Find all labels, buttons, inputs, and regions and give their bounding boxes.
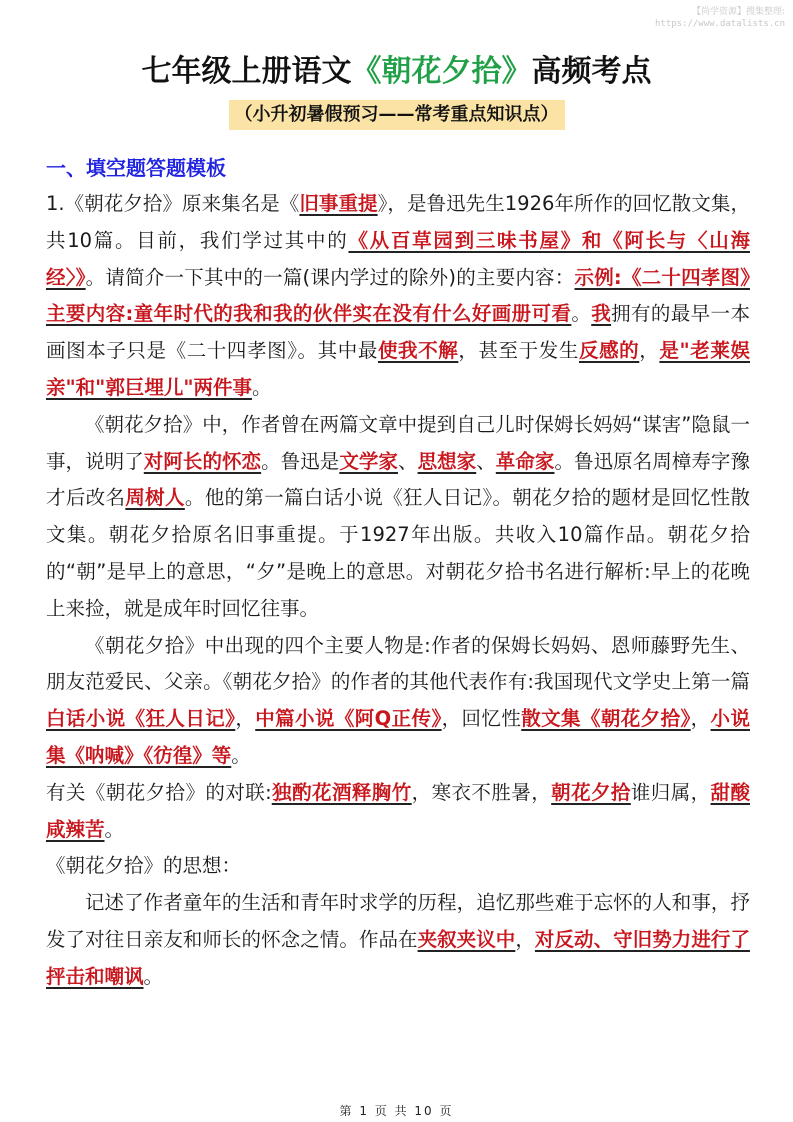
key-point: 白话小说《狂人日记》 — [46, 707, 236, 731]
key-point: 朝花夕拾 — [551, 780, 631, 804]
text: 《朝花夕拾》中出现的四个主要人物是:作者的保姆长妈妈、恩师藤野先生、朋友范爱民、父亲。《朝花夕拾》的作者的其他代表作有:我国现代文学史上第一篇 — [46, 633, 750, 694]
watermark-source: 【尚学资源】搜集整理: — [691, 7, 785, 17]
key-point: 文学家 — [339, 449, 398, 473]
key-point: 我 — [591, 302, 612, 326]
text: 。他的第一篇白话小说《狂人日记》。朝花夕拾的题材是回忆性散文集。朝花夕拾原名旧事重提。于1927年出版。共收入10篇作品。朝花夕拾的“朝”是早上的意思，“夕”是晚上的意思。对朝花夕拾书名进行解析:早上的花晚上来捡，就是成年时回忆往事。 — [46, 486, 750, 620]
key-point: 思想家 — [417, 449, 477, 473]
title-prefix: 七年级上册语文 — [141, 54, 352, 89]
text: ， — [235, 707, 256, 731]
title-suffix: 高频考点 — [531, 54, 652, 89]
key-point: 小说集《呐喊》《彷徨》等 — [46, 707, 750, 767]
text: 、 — [398, 449, 418, 473]
page-subtitle: （小升初暑假预习——常考重点知识点） — [229, 100, 565, 130]
text: 。鲁迅是 — [261, 449, 340, 473]
text: 。鲁迅原名周樟寿字豫才后改名 — [46, 449, 750, 510]
paragraph-3 — [46, 628, 750, 775]
text: ，回忆性 — [441, 707, 522, 731]
text: 记述了作者童年的生活和青年时求学的历程，追忆那些难于忘怀的人和事，抒发了对往日亲友和师长的怀念之情。作品在 — [46, 891, 750, 951]
key-point: 对反动、守旧势力进行了抨击和嘲讽 — [46, 927, 750, 988]
key-point: 散文集《朝花夕拾》 — [521, 707, 691, 731]
key-point: 周树人 — [125, 486, 185, 510]
paragraph-6 — [46, 885, 750, 995]
paragraph-5 — [46, 848, 750, 885]
watermark — [655, 6, 785, 30]
key-point: 中篇小说《阿Q正传》 — [255, 707, 442, 731]
text: 。 — [231, 743, 251, 767]
text: 谁归属， — [630, 780, 711, 804]
key-point: 夹叙夹议中 — [417, 927, 516, 951]
text: 《朝花夕拾》的思想： — [46, 854, 242, 878]
title-book-name: 《朝花夕拾》 — [351, 54, 532, 89]
text: 》，是鲁迅先生1926年所作的回忆散文集，共10篇。目前，我们学过其中的 — [46, 192, 750, 252]
section-heading: 一、填空题答题模板 — [46, 156, 226, 180]
key-point: 甜酸咸辣苦 — [46, 780, 750, 841]
key-point: 旧事重提 — [299, 192, 378, 215]
paragraph-4 — [46, 775, 750, 849]
text: ，寒衣不胜暑， — [411, 780, 552, 804]
text: 、 — [476, 449, 496, 473]
key-point: 反感的 — [578, 339, 640, 363]
text: 《朝花夕拾》中，作者曾在两篇文章中提到自己儿时保姆长妈妈“谋害”隐鼠一事，说明了 — [46, 412, 750, 473]
key-point: 对阿长的怀恋 — [143, 449, 262, 473]
page-footer: 第 1 页 共 10 页 — [339, 1104, 454, 1118]
key-point: 使我不解 — [377, 339, 459, 363]
key-point: 《从百草园到三味书屋》和《阿长与〈山海经〉》 — [46, 228, 750, 289]
text: 。 — [571, 302, 592, 326]
text: 。请简介一下其中的一篇(课内学过的除外)的主要内容： — [85, 265, 575, 289]
text: ， — [639, 339, 660, 363]
key-point: 独酌花酒释胸竹 — [271, 780, 412, 804]
key-point: 是"老莱娱亲"和"郭巨埋儿"两件事 — [46, 339, 750, 399]
text: 1.《朝花夕拾》原来集名是《 — [46, 192, 300, 215]
paragraph-2 — [46, 407, 750, 628]
paragraph-1 — [46, 186, 750, 407]
subtitle-wrap — [0, 100, 793, 130]
text: 拥有的最早一本画图本子只是《二十四孝图》。其中最 — [46, 302, 750, 363]
key-point: 革命家 — [495, 449, 555, 473]
text: ，甚至于发生 — [458, 339, 579, 363]
text: ， — [690, 707, 711, 731]
text: 。 — [143, 964, 164, 988]
page-title — [0, 52, 793, 92]
text: 。 — [251, 375, 272, 399]
document-body — [46, 152, 750, 996]
text: 。 — [104, 817, 125, 841]
watermark-url: https://www.datalists.cn — [654, 19, 785, 29]
text: ， — [515, 927, 535, 951]
key-point: 示例:《二十四孝图》主要内容:童年时代的我和我的伙伴实在没有什么好画册可看 — [46, 265, 750, 326]
text: 有关《朝花夕拾》的对联: — [46, 780, 272, 804]
